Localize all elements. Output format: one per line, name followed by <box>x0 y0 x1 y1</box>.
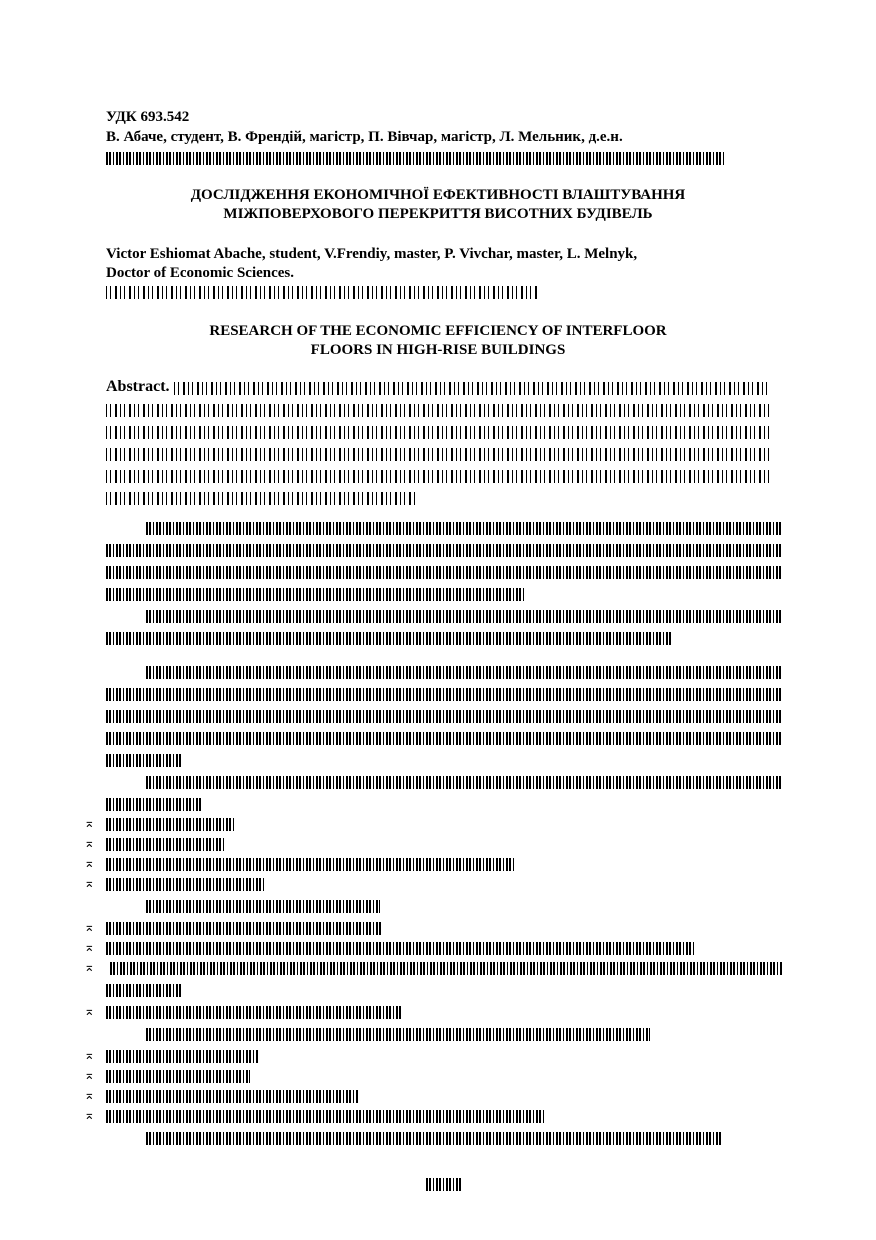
body-line <box>106 630 672 647</box>
body-line <box>146 664 782 681</box>
list-item <box>106 920 382 937</box>
list-item <box>106 1068 250 1085</box>
title-ukrainian-line2: МІЖПОВЕРХОВОГО ПЕРЕКРИТТЯ ВИСОТНИХ БУДІВЕЛЬ <box>223 206 653 222</box>
list-item <box>106 982 182 999</box>
body-line <box>146 898 380 915</box>
list-item <box>106 856 514 873</box>
body-line <box>146 774 782 791</box>
title-ukrainian-line1: ДОСЛІДЖЕННЯ ЕКОНОМІЧНОЇ ЕФЕКТИВНОСТІ ВЛАШТУВАННЯ <box>190 187 686 203</box>
body-line <box>106 752 182 769</box>
page-number <box>426 1176 462 1191</box>
body-line <box>146 520 782 537</box>
list-bullet: ⌅ <box>84 1048 95 1063</box>
list-bullet: ⌅ <box>84 960 95 975</box>
authors-ukrainian: В. Абаче, студент, В. Френдій, магістр, П. Вівчар, магістр, Л. Мельник, д.е.н. <box>106 129 623 145</box>
body-line <box>146 608 782 625</box>
body-line <box>146 1130 722 1147</box>
list-bullet: ⌅ <box>84 1108 95 1123</box>
abstract-line <box>106 490 418 507</box>
body-line <box>106 686 782 703</box>
affiliation-english-garbled <box>106 284 538 301</box>
list-bullet: ⌅ <box>84 1088 95 1103</box>
list-item <box>106 1108 546 1125</box>
affiliation-garbled <box>106 150 726 167</box>
title-english-line1: RESEARCH OF THE ECONOMIC EFFICIENCY OF INTERFLOOR <box>209 323 667 339</box>
list-bullet: ⌅ <box>84 876 95 891</box>
body-line <box>106 796 202 813</box>
title-english-line2: FLOORS IN HIGH-RISE BUILDINGS <box>310 342 566 358</box>
list-bullet: ⌅ <box>84 1068 95 1083</box>
list-bullet: ⌅ <box>84 816 95 831</box>
list-item <box>106 876 266 893</box>
body-line <box>106 542 782 559</box>
body-line <box>106 564 782 581</box>
abstract-label: Abstract. <box>106 378 170 395</box>
list-item <box>106 1048 258 1065</box>
body-line <box>146 1026 650 1043</box>
list-bullet: ⌅ <box>84 1004 95 1019</box>
authors-english-line1: Victor Eshiomat Abache, student, V.Frendiy, master, P. Vivchar, master, L. Melnyk, <box>106 246 638 262</box>
body-line <box>106 708 782 725</box>
list-item <box>106 1004 402 1021</box>
list-item <box>110 960 782 977</box>
list-bullet: ⌅ <box>84 856 95 871</box>
list-item <box>106 816 234 833</box>
abstract-line <box>106 424 770 441</box>
list-bullet: ⌅ <box>84 836 95 851</box>
body-line <box>106 730 782 747</box>
abstract-line <box>106 446 770 463</box>
abstract-line <box>174 380 770 397</box>
abstract-line <box>106 402 770 419</box>
authors-english-line2: Doctor of Economic Sciences. <box>106 265 295 281</box>
abstract-line <box>106 468 770 485</box>
list-bullet: ⌅ <box>84 920 95 935</box>
body-line <box>106 586 526 603</box>
udc-code: УДК 693.542 <box>106 109 190 125</box>
list-item <box>106 940 696 957</box>
list-item <box>106 836 226 853</box>
list-item <box>106 1088 358 1105</box>
list-bullet: ⌅ <box>84 940 95 955</box>
